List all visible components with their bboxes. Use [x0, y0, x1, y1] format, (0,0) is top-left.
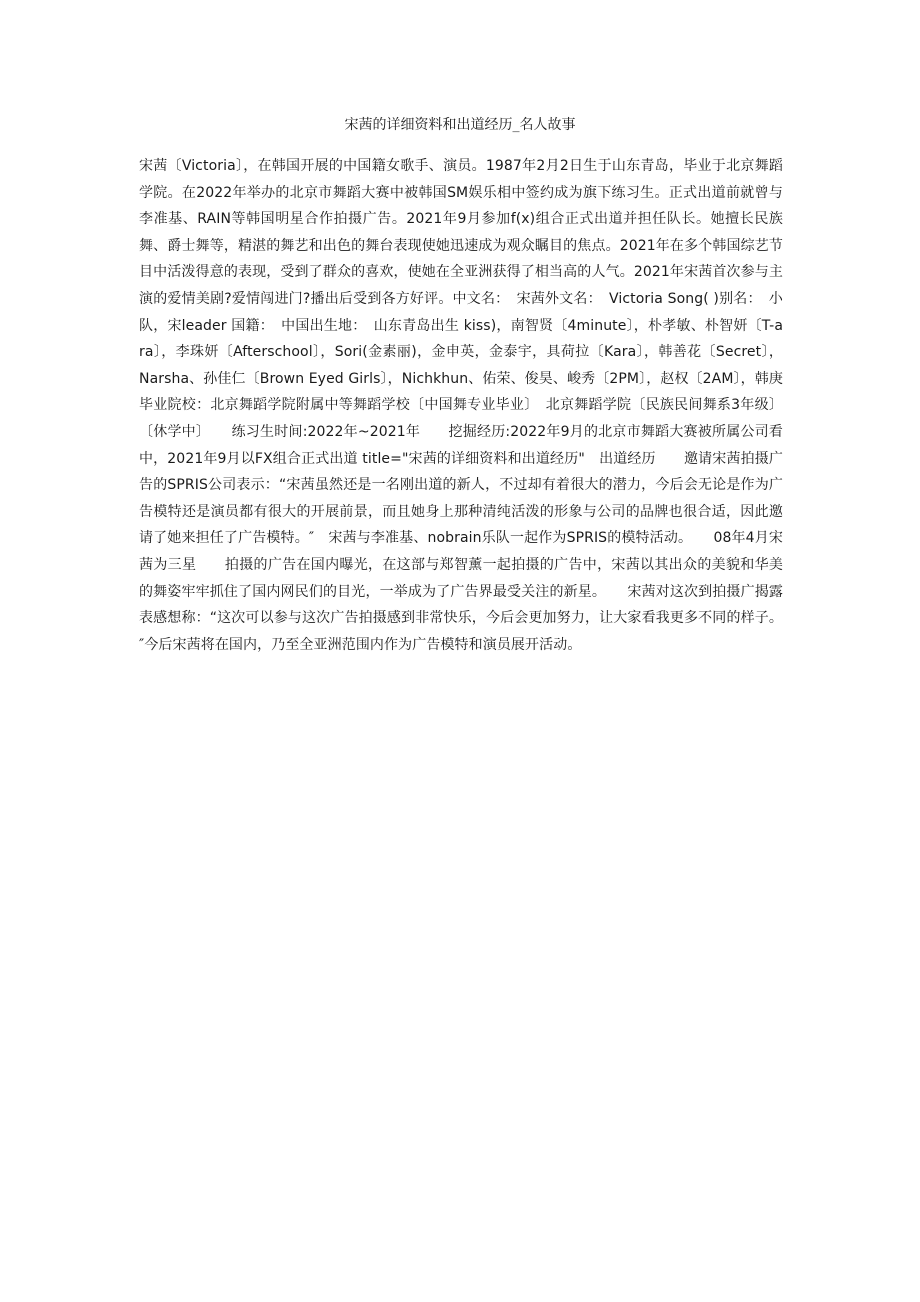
- document-title: 宋茜的详细资料和出道经历_名人故事: [344, 117, 576, 133]
- document-body-paragraph: 宋茜〔Victoria〕，在韩国开展的中国籍女歌手、演员。1987年2月2日生于山东青岛，毕业于北京舞蹈学院。在2022年举办的北京市舞蹈大赛中被韩国SM娱乐相中签约成为旗下练习生。正式出道前就曾与李准基、RAIN等韩国明星合作拍摄广告。2021年9月参加f(x)组合正式出道并担任队长。她擅长民族舞、爵士舞等，精湛的舞艺和出色的舞台表现使她迅速成为观众瞩目的焦点。2021年在多个韩国综艺节目中活泼得意的表现，受到了群众的喜欢，使她在全亚洲获得了相当高的人气。2021年宋茜首次参与主演的爱情美剧?爱情闯进门?播出后受到各方好评。中文名： 宋茜外文名： Victoria Song( )别名： 小队，宋leader 国籍： 中国出生地： 山东青岛出生 kiss)，南智贤〔4minute〕，朴孝敏、朴智妍〔T-ara〕，李珠妍〔Afterschool〕，Sori(金素丽)，金申英，金泰宇，具荷拉〔Kara〕，韩善花〔Secret〕，Narsha、孙佳仁〔Brown Eyed Girls〕，Nichkhun、佑荣、俊昊、峻秀〔2PM〕，赵权〔2AM〕，韩庚 毕业院校：北京舞蹈学院附属中等舞蹈学校〔中国舞专业毕业〕 北京舞蹈学院〔民族民间舞系3年级〕〔休学中〕 练习生时间:2022年~2021年 挖掘经历:2022年9月的北京市舞蹈大赛被所属公司看中，2021年9月以FX组合正式出道 title="宋茜的详细资料和出道经历" 出道经历 邀请宋茜拍摄广告的SPRIS公司表示：“宋茜虽然还是一名刚出道的新人，不过却有着很大的潜力，今后会无论是作为广告模特还是演员都有很大的开展前景，而且她身上那种清纯活泼的形象与公司的品牌也很合适，因此邀请了她来担任了广告模特。″ 宋茜与李准基、nobrain乐队一起作为SPRIS的模特活动。 08年4月宋茜为三星 拍摄的广告在国内曝光，在这部与郑智薰一起拍摄的广告中，宋茜以其出众的美貌和华美的舞姿牢牢抓住了国内网民们的目光，一举成为了广告界最受关注的新星。 宋茜对这次到拍摄广揭露表感想称：“这次可以参与这次广告拍摄感到非常快乐，今后会更加努力，让大家看我更多不同的样子。″今后宋茜将在国内，乃至全亚洲范围内作为广告模特和演员展开活动。: [139, 158, 812, 653]
